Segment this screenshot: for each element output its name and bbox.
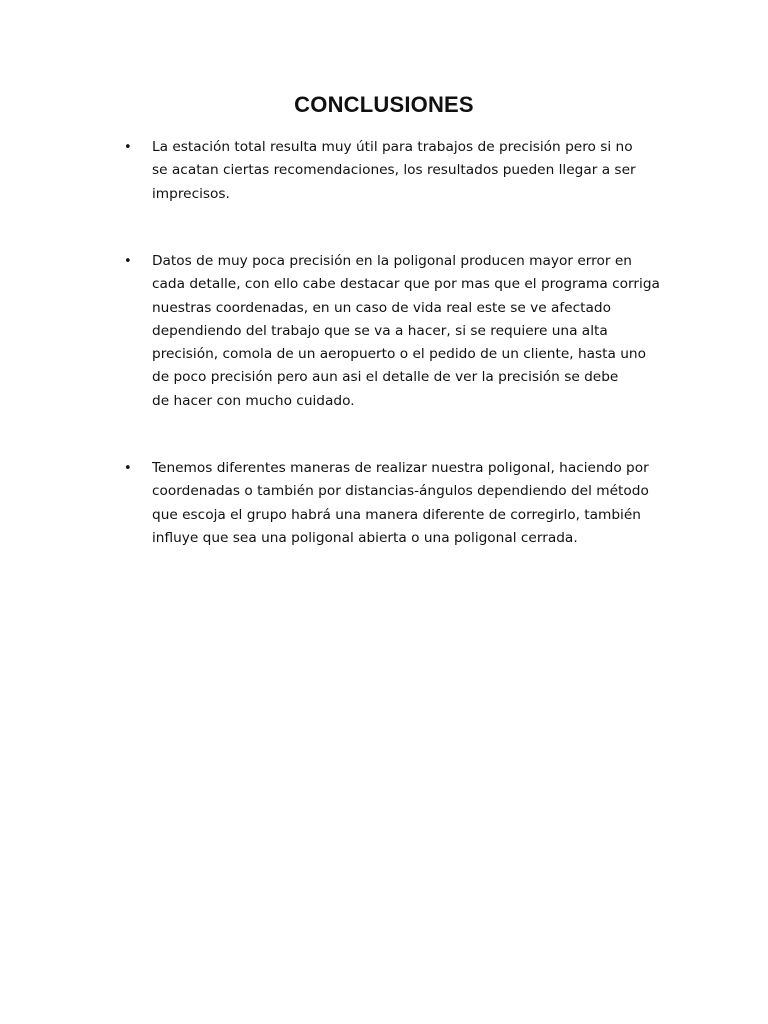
page-title: CONCLUSIONES bbox=[294, 92, 474, 117]
bullet-icon: • bbox=[124, 140, 132, 155]
list-item-text: Datos de muy poca precisión en la poligonal producen mayor error en cada detalle, con ello cabe destacar que por mas que el programa corriga nuestras coordenadas, en un caso de vida real este se ve afectado dependiendo del trabajo que se va a hacer, si se requiere una alta precisión, comola de un aeropuerto o el pedido de un cliente, hasta uno de poco precisión pero aun asi el detalle de ver la precisión se debe de hacer con mucho cuidado. bbox=[152, 253, 660, 409]
bullet-icon: • bbox=[124, 254, 132, 269]
list-item-text: La estación total resulta muy útil para trabajos de precisión pero si no se acatan ciertas recomendaciones, los resultados pueden llegar a ser imprecisos. bbox=[152, 139, 636, 202]
list-item-text: Tenemos diferentes maneras de realizar nuestra poligonal, haciendo por coordenadas o también por distancias-ángulos dependiendo del método que escoja el grupo habrá una manera diferente de corregirlo, también influye que sea una poligonal abierta o una poligonal cerrada. bbox=[152, 460, 649, 546]
bullet-icon: • bbox=[124, 461, 132, 476]
